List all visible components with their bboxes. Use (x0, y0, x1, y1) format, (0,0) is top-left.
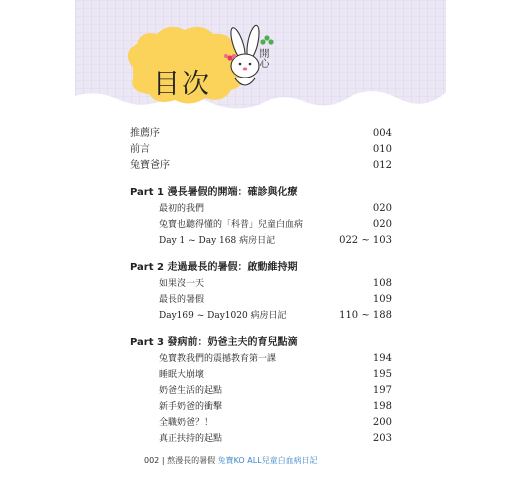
toc-item-label: 真正扶持的起點 (159, 434, 223, 444)
toc-entry[interactable] (130, 351, 392, 367)
footer-page-number: 002 (144, 456, 160, 465)
spacer (130, 324, 392, 335)
footer-section: 熬漫長的暑假 (167, 456, 216, 465)
toc-item-label: 兔寶教我們的震撼教育第一課 (159, 354, 277, 364)
toc-item-page: 020 (372, 219, 392, 230)
book-page (75, 0, 446, 500)
toc-item-label: 推薦序 (130, 128, 160, 139)
table-of-contents (130, 126, 392, 447)
toc-item-page: 200 (372, 417, 392, 428)
toc-part-heading[interactable] (130, 335, 392, 351)
toc-entry[interactable] (130, 292, 392, 308)
footer-divider: | (161, 456, 168, 465)
toc-front-item[interactable] (130, 158, 392, 174)
toc-item-label: 最長的暑假 (159, 295, 205, 305)
spacer (130, 249, 392, 260)
toc-item-label: 新手奶爸的衝擊 (159, 402, 223, 412)
toc-item-label: 兔寶也聽得懂的「科普」兒童白血病 (159, 220, 304, 230)
toc-item-label: 前言 (130, 144, 150, 155)
toc-item-page: 022 ~ 103 (339, 235, 392, 246)
toc-item-page: 109 (372, 294, 392, 305)
part-title: Part 2 走過最長的暑假：啟動維持期 (130, 262, 298, 273)
toc-item-page: 010 (372, 144, 392, 155)
toc-item-page: 195 (372, 369, 392, 380)
toc-item-page: 004 (372, 128, 392, 139)
toc-front-item[interactable] (130, 126, 392, 142)
toc-item-label: 睡眠大崩壞 (159, 370, 205, 380)
toc-item-label: 奶爸生活的起點 (159, 386, 223, 396)
toc-front-item[interactable] (130, 142, 392, 158)
toc-entry[interactable] (130, 217, 392, 233)
toc-item-page: 110 ~ 188 (339, 310, 392, 321)
toc-entry[interactable] (130, 383, 392, 399)
toc-entry[interactable] (130, 367, 392, 383)
toc-item-page: 194 (372, 353, 392, 364)
toc-part-heading[interactable] (130, 260, 392, 276)
page-footer (144, 455, 318, 466)
toc-entry[interactable] (130, 399, 392, 415)
sticker-label: 開心 (257, 48, 268, 68)
toc-item-page: 012 (372, 160, 392, 171)
toc-item-label: 兔寶爸序 (130, 160, 170, 171)
toc-item-label: 最初的我們 (159, 204, 205, 214)
toc-entry[interactable] (130, 276, 392, 292)
toc-item-label: 全職奶爸？！ (159, 418, 214, 428)
toc-entry[interactable] (130, 233, 392, 249)
part-title: Part 3 發病前：奶爸主夫的育兒點滴 (130, 337, 298, 348)
part-title: Part 1 漫長暑假的開端：確診與化療 (130, 187, 298, 198)
toc-title: 目次 (153, 69, 211, 100)
toc-item-page: 108 (372, 278, 392, 289)
toc-entry[interactable] (130, 308, 392, 324)
toc-item-page: 197 (372, 385, 392, 396)
spacer (130, 174, 392, 185)
toc-item-label: Day169 ~ Day1020 病房日記 (159, 311, 287, 321)
toc-part-heading[interactable] (130, 185, 392, 201)
toc-entry[interactable] (130, 415, 392, 431)
toc-entry[interactable] (130, 431, 392, 447)
toc-item-page: 020 (372, 203, 392, 214)
toc-item-label: Day 1 ~ Day 168 病房日記 (159, 236, 276, 246)
toc-item-page: 203 (372, 433, 392, 444)
toc-item-page: 198 (372, 401, 392, 412)
toc-entry[interactable] (130, 201, 392, 217)
toc-item-label: 如果沒一天 (159, 279, 205, 289)
footer-book-title: 兔寶KO ALL兒童白血病日記 (217, 456, 318, 465)
